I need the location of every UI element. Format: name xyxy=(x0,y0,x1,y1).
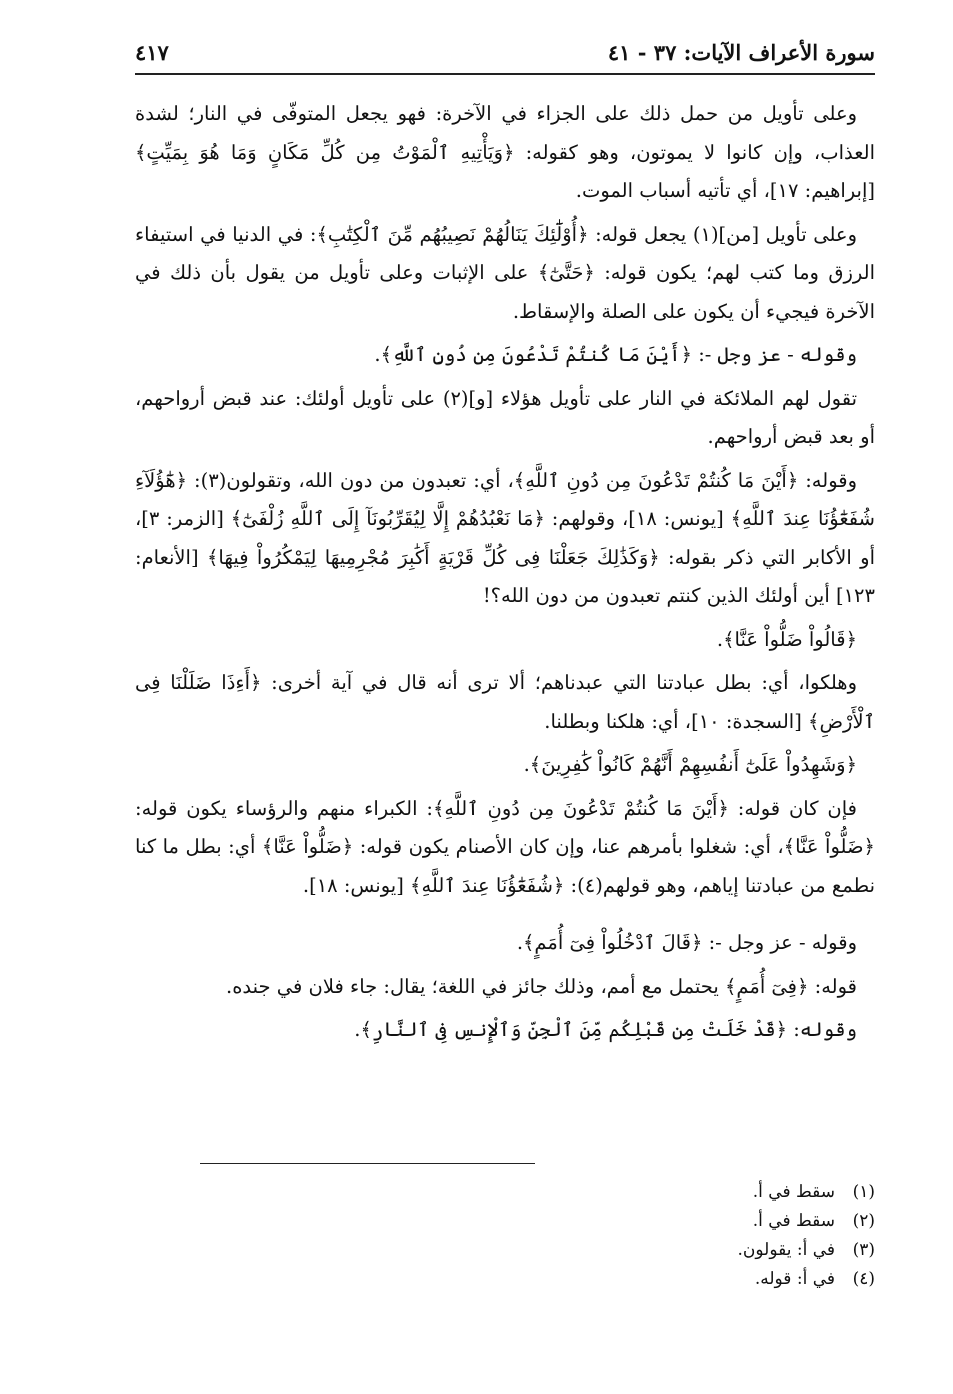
footnote-separator xyxy=(200,1163,535,1164)
footnote-number: (٣) xyxy=(852,1240,875,1260)
paragraph: وقوله - عز وجل -: ﴿أَيْنَ مَا كُنتُمْ تَدْعُونَ مِن دُونِ ٱللَّهِ﴾. xyxy=(374,343,857,366)
footnote-item xyxy=(375,1236,875,1265)
footnote-item xyxy=(375,1265,875,1294)
paragraph: وقوله: ﴿أَيْنَ مَا كُنتُمْ تَدْعُونَ مِن دُونِ ٱللَّهِ﴾، أي: تعبدون من دون الله، وتقولون(٣): ﴿هَٰٓؤُلَآءِ شُفَعَٰٓؤُنَا عِندَ ٱللَّهِ﴾ [يونس: ١٨]، وقولهم: ﴿مَا نَعْبُدُهُمْ إِلَّا لِيُقَرِّبُونَآ إِلَى ٱللَّهِ زُلْفَىٰٓ﴾ [الزمر: ٣]، أو الأكابر التي ذكر بقوله: ﴿وَكَذَٰلِكَ جَعَلْنَا فِى كُلِّ قَرْيَةٍ أَكَٰبِرَ مُجْرِمِيهَا لِيَمْكُرُواْ فِيهَا﴾ [الأنعام: ١٢٣] أين أولئك الذين كنتم تعبدون من دون الله؟! xyxy=(135,468,875,607)
paragraph: فإن كان قوله: ﴿أَيْنَ مَا كُنتُمْ تَدْعُونَ مِن دُونِ ٱللَّهِ﴾: الكبراء منهم والرؤساء يكون قوله: ﴿ضَلُّواْ عَنَّا﴾، أي: شغلوا بأمرهم عنا، وإن كان الأصنام يكون قوله: ﴿ضَلُّواْ عَنَّا﴾ أي: بطل ما كنا نطمع من عبادتنا إياهم، وهو قولهم(٤): ﴿شُفَعَٰٓؤُنَا عِندَ ٱللَّهِ﴾ [يونس: ١٨]. xyxy=(135,796,875,897)
footnote-number: (١) xyxy=(852,1182,875,1202)
paragraph: وقوله: ﴿قَدْ خَلَتْ مِن قَبْلِكُم مِّنَ ٱلْجِنِّ وَٱلْإِنسِ فِى ٱلنَّارِ﴾. xyxy=(354,1018,857,1041)
paragraph: وهلكوا، أي: بطل عبادتنا التي عبدناهم؛ ألا ترى أنه قال في آية أخرى: ﴿أَءِذَا ضَلَلْنَا فِى ٱلْأَرْضِ﴾ [السجدة: ١٠]، أي: هلكنا وبطلنا. xyxy=(135,671,875,733)
book-page xyxy=(135,40,875,1055)
spacer xyxy=(135,910,875,924)
paragraph: تقول لهم الملائكة في النار على تأويل هؤلاء [و](٢) على تأويل أولئك: عند قبض أرواحهم، أو بعد قبض أرواحهم. xyxy=(135,386,875,448)
paragraph: قوله: ﴿فِىٓ أُمَمٍ﴾ يحتمل مع أمم، وذلك جائز في اللغة؛ يقال: جاء فلان في جنده. xyxy=(226,974,857,998)
page-number: ٤١٧ xyxy=(135,40,169,65)
footnote-text: سقط في أ. xyxy=(752,1182,835,1202)
footnote-item xyxy=(375,1207,875,1236)
quran-verse-line: ﴿وَشَهِدُواْ عَلَىٰٓ أَنفُسِهِمْ أَنَّهُمْ كَانُواْ كَٰفِرِينَ﴾. xyxy=(523,753,857,776)
footnote-text: سقط في أ. xyxy=(752,1211,835,1231)
chapter-title: سورة الأعراف الآيات: ٣٧ - ٤١ xyxy=(607,40,875,65)
footnotes xyxy=(375,1178,875,1294)
footnote-number: (٤) xyxy=(852,1269,875,1289)
footnote-text: في أ: يقولون. xyxy=(737,1240,835,1260)
footnote-text: في أ: قوله. xyxy=(754,1269,835,1289)
footnote-number: (٢) xyxy=(852,1211,875,1231)
running-head xyxy=(135,40,875,75)
paragraph: وعلى تأويل من حمل ذلك على الجزاء في الآخرة: فهو يجعل المتوفّى في النار؛ لشدة العذاب، وإن كانوا لا يموتون، وهو كقوله: ﴿وَيَأْتِيهِ ٱلْمَوْتُ مِن كُلِّ مَكَانٍ وَمَا هُوَ بِمَيِّتٍ﴾ [إبراهيم: ١٧]، أي تأتيه أسباب الموت. xyxy=(135,102,875,202)
paragraph: وقوله - عز وجل -: ﴿قَالَ ٱدْخُلُواْ فِىٓ أُمَمٍ﴾. xyxy=(516,931,857,954)
quran-verse-line: ﴿قَالُواْ ضَلُّواْ عَنَّا﴾. xyxy=(716,627,857,651)
body-text xyxy=(135,95,875,1050)
footnote-item xyxy=(375,1178,875,1207)
paragraph: وعلى تأويل [من](١) يجعل قوله: ﴿أُوْلَٰٓئِكَ يَنَالُهُمْ نَصِيبُهُم مِّنَ ٱلْكِتَٰبِ﴾: في الدنيا في استيفاء الرزق وما كتب لهم؛ يكون قوله: ﴿حَتَّىٰٓ﴾ على الإثبات وعلى تأويل من يقول بأن ذلك في الآخرة فيجيء أن يكون على الصلة والإسقاط. xyxy=(135,222,875,323)
